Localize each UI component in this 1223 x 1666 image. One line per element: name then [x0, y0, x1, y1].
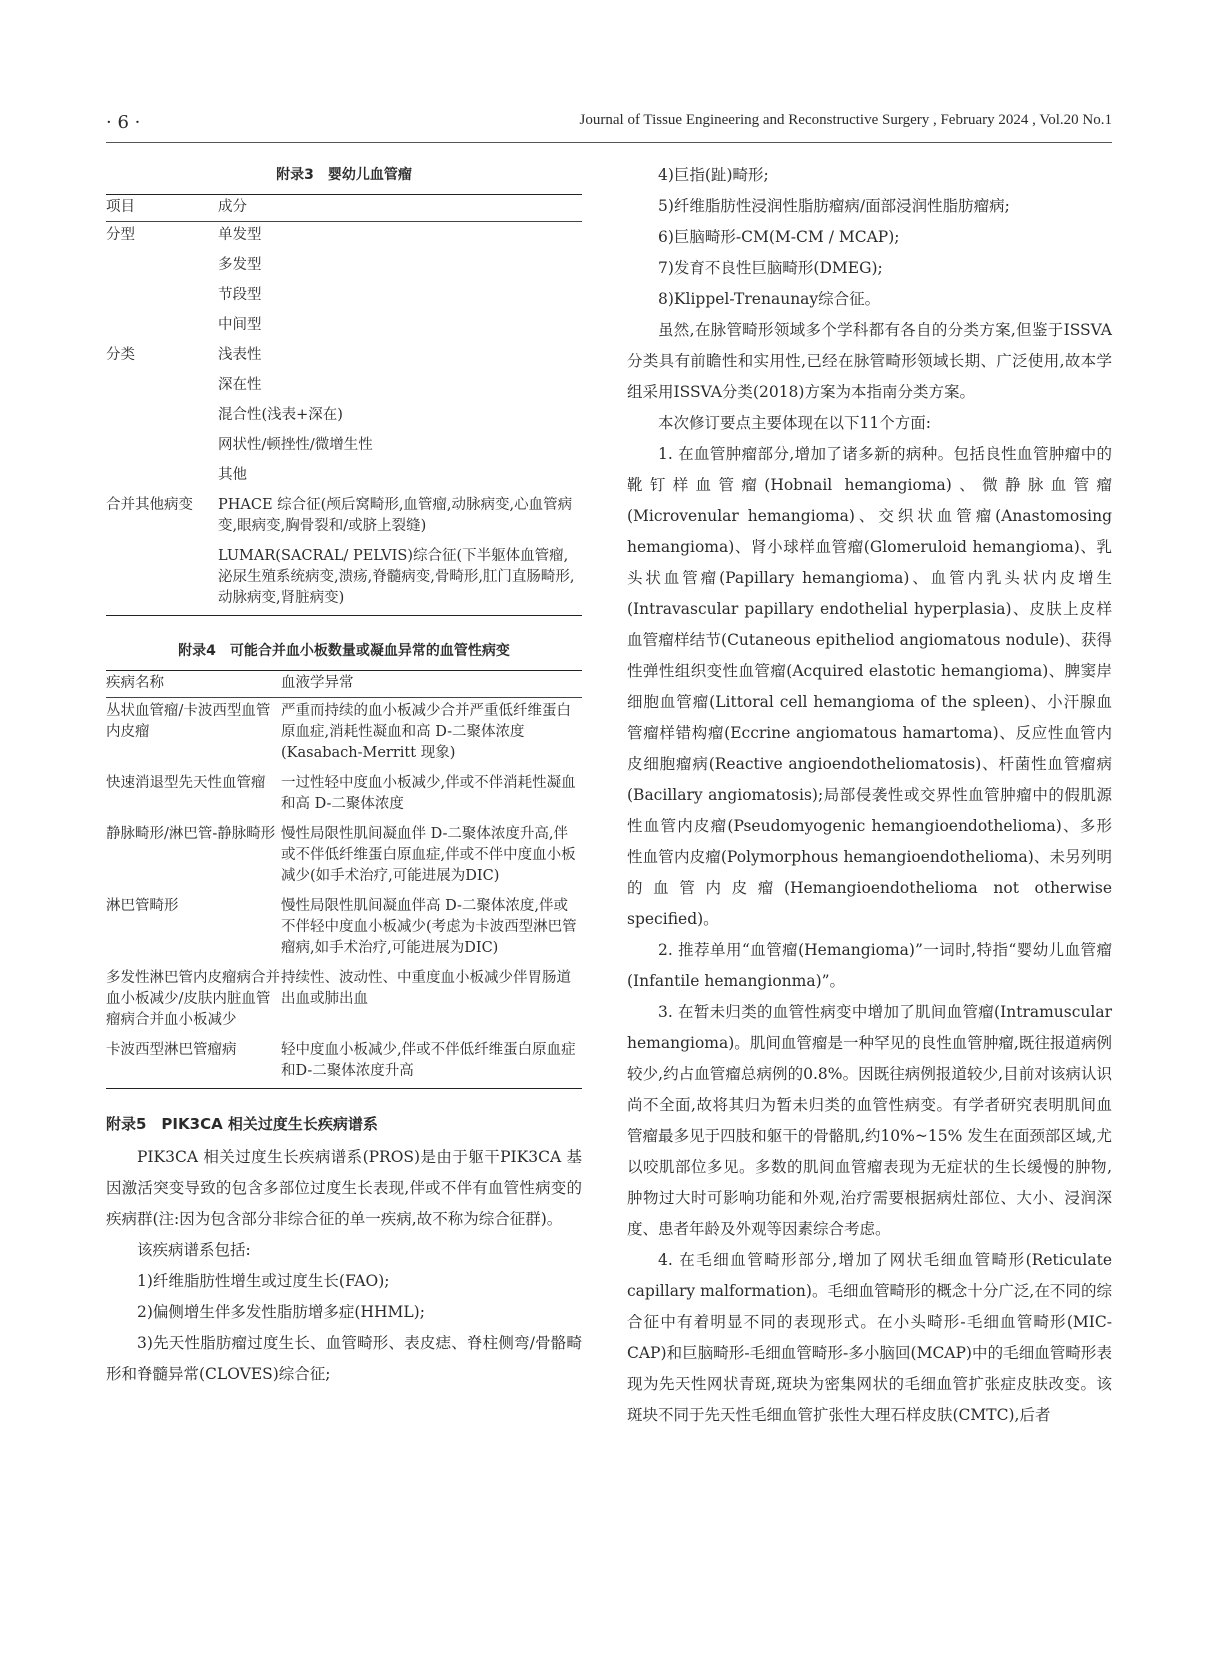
table-row	[106, 282, 582, 312]
table-cell: 单发型	[218, 227, 262, 243]
table-cell: 慢性局限性肌间凝血伴 D-二聚体浓度升高,伴或不伴低纤维蛋白原血症,伴或不伴中度血小板减少(如手术治疗,可能进展为DIC)	[281, 826, 576, 884]
list-item: 3)先天性脂肪瘤过度生长、血管畸形、表皮痣、脊柱侧弯/骨骼畸形和脊髓异常(CLOVES)综合征;	[106, 1334, 582, 1383]
table-cell: 浅表性	[218, 347, 262, 363]
table-cell: 多发性淋巴管内皮瘤病合并血小板减少/皮肤内脏血管瘤病合并血小板减少	[106, 970, 280, 1028]
table-cell: 中间型	[218, 317, 262, 333]
table-cell	[106, 432, 218, 462]
table-cell	[106, 282, 218, 312]
table-cell: 节段型	[218, 287, 262, 303]
list-item: 6)巨脑畸形-CM(M-CM / MCAP);	[658, 228, 900, 246]
table-row	[106, 893, 582, 965]
table-cell: 一过性轻中度血小板减少,伴或不伴消耗性凝血和高 D-二聚体浓度	[281, 775, 576, 812]
list-item: 7)发育不良性巨脑畸形(DMEG);	[658, 259, 883, 277]
table-row	[106, 312, 582, 342]
table-header: 血液学异常	[281, 671, 582, 698]
body-paragraph: 本次修订要点主要体现在以下11个方面:	[658, 414, 931, 432]
table-cell: LUMAR(SACRAL/ PELVIS)综合征(下半躯体血管瘤,泌尿生殖系统病变,溃疡,脊髓病变,骨畸形,肛门直肠畸形,动脉病变,肾脏病变)	[218, 548, 575, 606]
table-cell: 持续性、波动性、中重度血小板减少伴胃肠道出血或肺出血	[281, 970, 571, 1007]
table-cell: 混合性(浅表+深在)	[218, 407, 343, 423]
running-header	[106, 112, 1112, 143]
body-paragraph: 虽然,在脉管畸形领域多个学科都有各自的分类方案,但鉴于ISSVA分类具有前瞻性和实用性,已经在脉管畸形领域长期、广泛使用,故本学组采用ISSVA分类(2018)方案为本指南分类方案。	[627, 321, 1112, 401]
table-cell	[106, 543, 218, 616]
right-column	[627, 160, 1112, 1431]
table-row	[106, 698, 582, 771]
list-item: 5)纤维脂肪性浸润性脂肪瘤病/面部浸润性脂肪瘤病;	[658, 197, 1010, 215]
table-row	[106, 543, 582, 616]
left-column	[106, 160, 582, 1390]
list-item: 1)纤维脂肪性增生或过度生长(FAO);	[137, 1272, 390, 1290]
table-cell	[106, 462, 218, 492]
body-paragraph: 1. 在血管肿瘤部分,增加了诸多新的病种。包括良性血管肿瘤中的靴钉样血管瘤(Hobnail hemangioma)、微静脉血管瘤(Microvenular hemangioma)、交织状血管瘤(Anastomosing hemangioma)、肾小球样血管瘤(Glomeruloid hemangioma)、乳头状血管瘤(Papillary hemangioma)、血管内乳头状内皮增生(Intravascular papillary endothelial hyperplasia)、皮肤上皮样血管瘤样结节(Cutaneous epitheliod angiomatous nodule)、获得性弹性组织变性血管瘤(Acquired elastotic hemangioma)、脾窦岸细胞血管瘤(Littoral cell hemangioma of the spleen)、小汗腺血管瘤样错构瘤(Eccrine angiomatous hamartoma)、反应性血管内皮细胞瘤病(Reactive angioendotheliomatosis)、杆菌性血管瘤病(Bacillary angiomatosis);局部侵袭性或交界性血管肿瘤中的假肌源性血管内皮瘤(Pseudomyogenic hemangioendothelioma)、多形性血管内皮瘤(Polymorphous hemangioendothelioma)、未另列明的血管内皮瘤(Hemangioendothelioma not otherwise specified)。	[627, 445, 1112, 928]
appendix4-table	[106, 670, 582, 1089]
body-paragraph: PIK3CA 相关过度生长疾病谱系(PROS)是由于躯干PIK3CA 基因激活突变导致的包含多部位过度生长表现,伴或不伴有血管性病变的疾病群(注:因为包含部分非综合征的单一疾病,故不称为综合征群)。	[106, 1148, 582, 1228]
appendix5-heading: 附录5 PIK3CA 相关过度生长疾病谱系	[106, 1115, 378, 1133]
table-row	[106, 462, 582, 492]
table-cell: 严重而持续的血小板减少合并严重低纤维蛋白原血症,消耗性凝血和高 D-二聚体浓度(Kasabach-Merritt 现象)	[281, 703, 571, 761]
body-paragraph: 2. 推荐单用“血管瘤(Hemangioma)”一词时,特指“婴幼儿血管瘤(Infantile hemangionma)”。	[627, 941, 1112, 990]
table-row	[106, 432, 582, 462]
table-row	[106, 965, 582, 1037]
table-cell: 分类	[106, 347, 135, 363]
appendix3-caption: 附录3 婴幼儿血管瘤	[276, 167, 412, 183]
table-cell	[106, 252, 218, 282]
table-row	[106, 372, 582, 402]
table-cell	[106, 312, 218, 342]
appendix4-caption: 附录4 可能合并血小板数量或凝血异常的血管性病变	[178, 643, 510, 659]
table-row	[106, 770, 582, 821]
table-cell: 多发型	[218, 257, 262, 273]
table-header: 成分	[218, 195, 582, 222]
table-cell: 静脉畸形/淋巴管-静脉畸形	[106, 826, 276, 842]
table-header: 疾病名称	[106, 671, 281, 698]
table-cell: 轻中度血小板减少,伴或不伴低纤维蛋白原血症和D-二聚体浓度升高	[281, 1042, 576, 1079]
body-paragraph: 该疾病谱系包括:	[137, 1241, 251, 1259]
table-row	[106, 342, 582, 372]
appendix3-table	[106, 194, 582, 616]
table-cell: 网状性/顿挫性/微增生性	[218, 437, 373, 453]
table-cell	[106, 372, 218, 402]
table-row	[106, 402, 582, 432]
table-row	[106, 492, 582, 543]
table-cell: 快速消退型先天性血管瘤	[106, 775, 266, 791]
list-item: 4)巨指(趾)畸形;	[658, 166, 769, 184]
table-cell: PHACE 综合征(颅后窝畸形,血管瘤,动脉病变,心血管病变,眼病变,胸骨裂和/或脐上裂缝)	[218, 497, 573, 534]
body-paragraph: 3. 在暂未归类的血管性病变中增加了肌间血管瘤(Intramuscular hemangioma)。肌间血管瘤是一种罕见的良性血管肿瘤,既往报道病例较少,约占血管瘤总病例的0.8%。因既往病例报道较少,目前对该病认识尚不全面,故将其归为暂未归类的血管性病变。有学者研究表明肌间血管瘤最多见于四肢和躯干的骨骼肌,约10%~15% 发生在面颈部区域,尤以咬肌部位多见。多数的肌间血管瘤表现为无症状的生长缓慢的肿物,肿物过大时可影响功能和外观,治疗需要根据病灶部位、大小、浸润深度、患者年龄及外观等因素综合考虑。	[627, 1003, 1112, 1238]
list-item: 8)Klippel-Trenaunay综合征。	[658, 290, 881, 308]
table-row	[106, 222, 582, 253]
page-number: · 6 ·	[106, 112, 141, 133]
table-cell: 淋巴管畸形	[106, 898, 179, 914]
table-cell: 卡波西型淋巴管瘤病	[106, 1042, 237, 1058]
list-item: 2)偏侧增生伴多发性脂肪增多症(HHML);	[137, 1303, 425, 1321]
table-header: 项目	[106, 195, 218, 222]
journal-citation: Journal of Tissue Engineering and Reconstructive Surgery , February 2024 , Vol.20 No.1	[579, 112, 1112, 128]
table-cell: 深在性	[218, 377, 262, 393]
table-row	[106, 1037, 582, 1089]
table-cell: 慢性局限性肌间凝血伴高 D-二聚体浓度,伴或不伴轻中度血小板减少(考虑为卡波西型淋巴管瘤病,如手术治疗,可能进展为DIC)	[281, 898, 577, 956]
table-row	[106, 252, 582, 282]
table-cell: 其他	[218, 467, 247, 483]
table-cell	[106, 402, 218, 432]
body-paragraph: 4. 在毛细血管畸形部分,增加了网状毛细血管畸形(Reticulate capillary malformation)。毛细血管畸形的概念十分广泛,在不同的综合征中有着明显不同的表现形式。在小头畸形-毛细血管畸形(MIC-CAP)和巨脑畸形-毛细血管畸形-多小脑回(MCAP)中的毛细血管畸形表现为先天性网状青斑,斑块为密集网状的毛细血管扩张症皮肤改变。该斑块不同于先天性毛细血管扩张性大理石样皮肤(CMTC),后者	[627, 1251, 1112, 1424]
table-row	[106, 821, 582, 893]
table-cell: 分型	[106, 227, 135, 243]
table-cell: 合并其他病变	[106, 497, 193, 513]
table-cell: 丛状血管瘤/卡波西型血管内皮瘤	[106, 703, 271, 740]
